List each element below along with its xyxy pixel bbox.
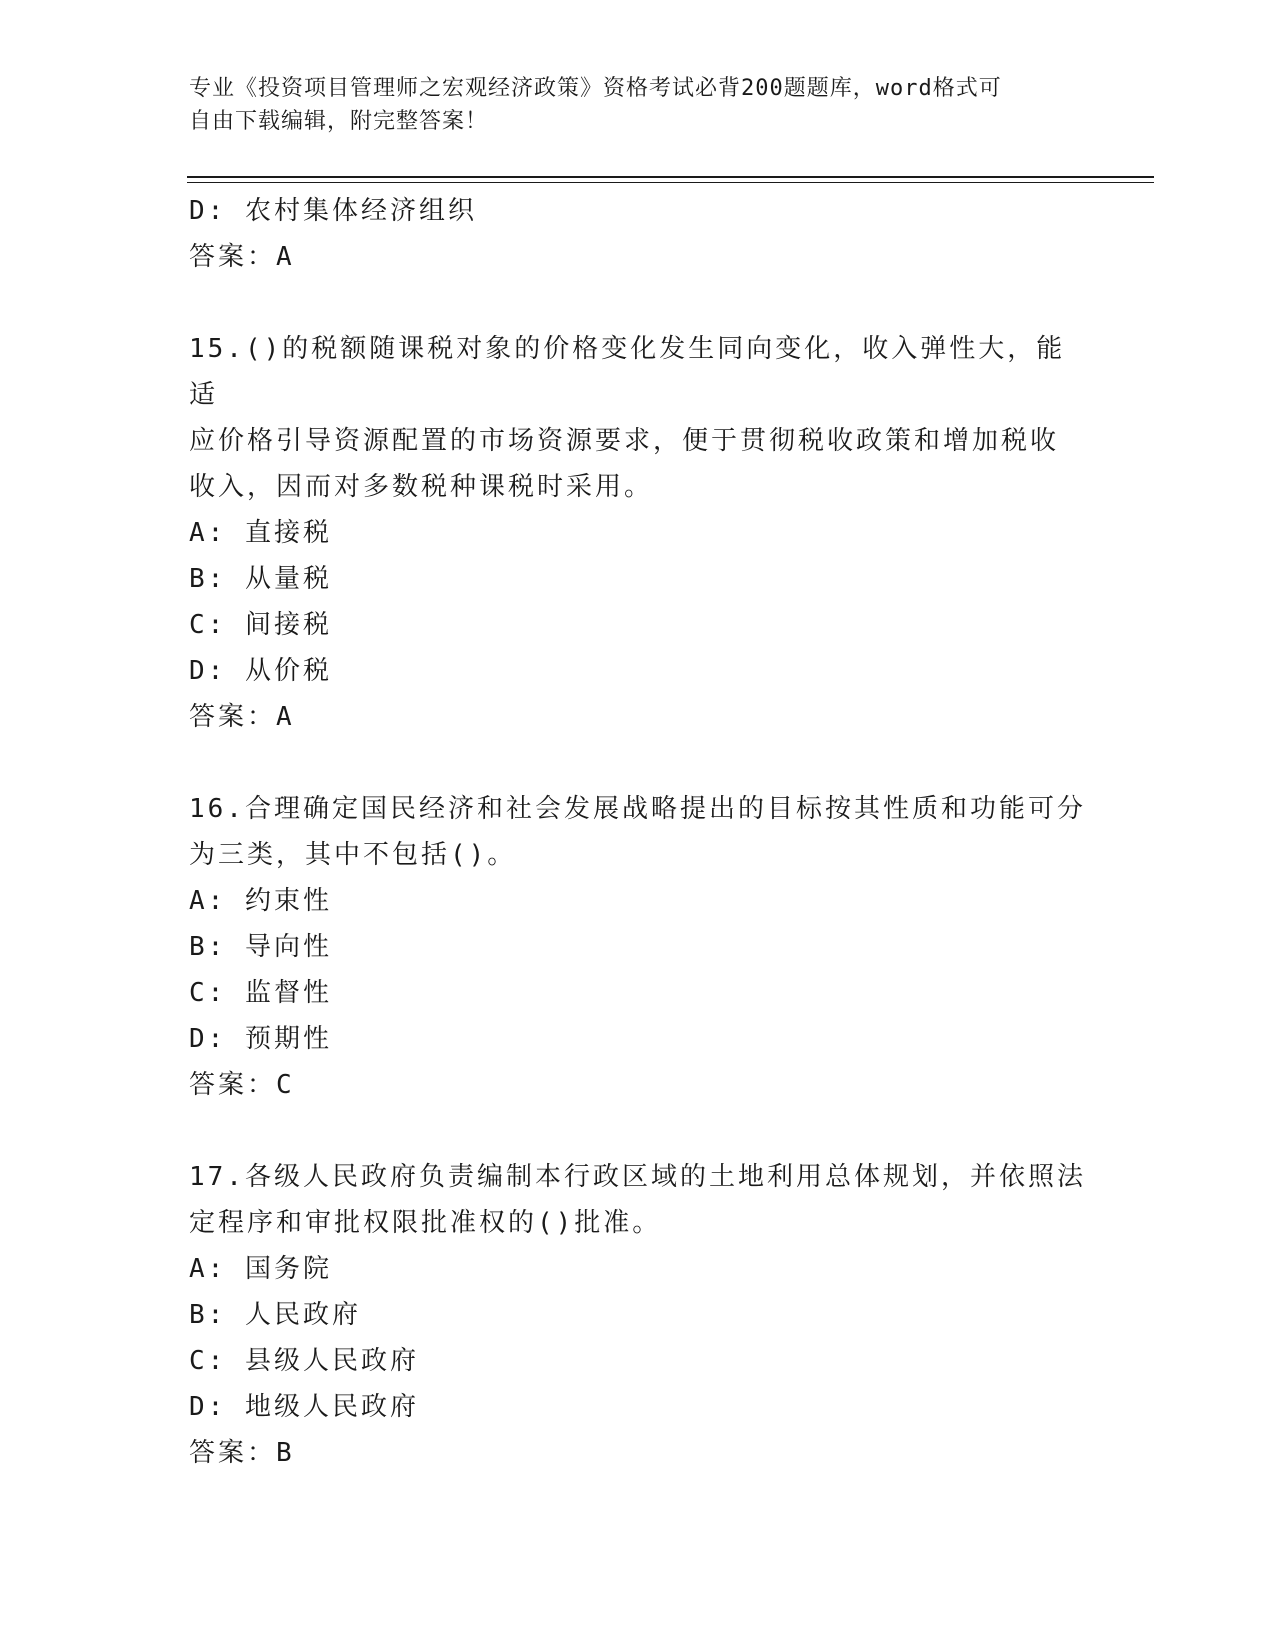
- option-d: D: 地级人民政府: [189, 1392, 419, 1422]
- header-divider-thin: [187, 182, 1154, 183]
- option-b: B: 人民政府: [189, 1300, 361, 1330]
- question-stem-line: 应价格引导资源配置的市场资源要求，便于贯彻税收政策和增加税收: [189, 426, 1060, 456]
- option-c: C: 县级人民政府: [189, 1346, 419, 1376]
- option-b: B: 导向性: [189, 932, 332, 962]
- question-stem-line: 定程序和审批权限批准权的()批准。: [189, 1208, 662, 1238]
- option-a: A: 直接税: [189, 518, 332, 548]
- header-divider-thick: [187, 176, 1154, 178]
- question-list: [189, 188, 1089, 1522]
- option-a: A: 国务院: [189, 1254, 332, 1284]
- page-header: [189, 72, 1069, 138]
- answer: 答案：B: [189, 1438, 295, 1468]
- option-c: C: 间接税: [189, 610, 332, 640]
- question-stem-line: 15.()的税额随课税对象的价格变化发生同向变化，收入弹性大，能适: [189, 334, 1066, 410]
- option-d: D: 从价税: [189, 656, 332, 686]
- option-a: A: 约束性: [189, 886, 332, 916]
- header-title-line-2: 自由下载编辑，附完整答案！: [189, 109, 489, 134]
- question-17: [189, 1154, 1089, 1476]
- question-stem-line: 为三类，其中不包括()。: [189, 840, 517, 870]
- header-title-line-1: 专业《投资项目管理师之宏观经济政策》资格考试必背200题题库，word格式可: [189, 76, 1002, 101]
- question-stem-line: 16.合理确定国民经济和社会发展战略提出的目标按其性质和功能可分: [189, 794, 1086, 824]
- answer: 答案：C: [189, 1070, 295, 1100]
- question-16: [189, 786, 1089, 1108]
- prev-option-d: D: 农村集体经济组织: [189, 196, 477, 226]
- prev-answer: 答案：A: [189, 242, 295, 272]
- option-b: B: 从量税: [189, 564, 332, 594]
- question-stem-line: 17.各级人民政府负责编制本行政区域的土地利用总体规划，并依照法: [189, 1162, 1086, 1192]
- option-d: D: 预期性: [189, 1024, 332, 1054]
- option-c: C: 监督性: [189, 978, 332, 1008]
- question-stem-line: 收入，因而对多数税种课税时采用。: [189, 472, 654, 502]
- answer: 答案：A: [189, 702, 295, 732]
- question-15: [189, 326, 1089, 740]
